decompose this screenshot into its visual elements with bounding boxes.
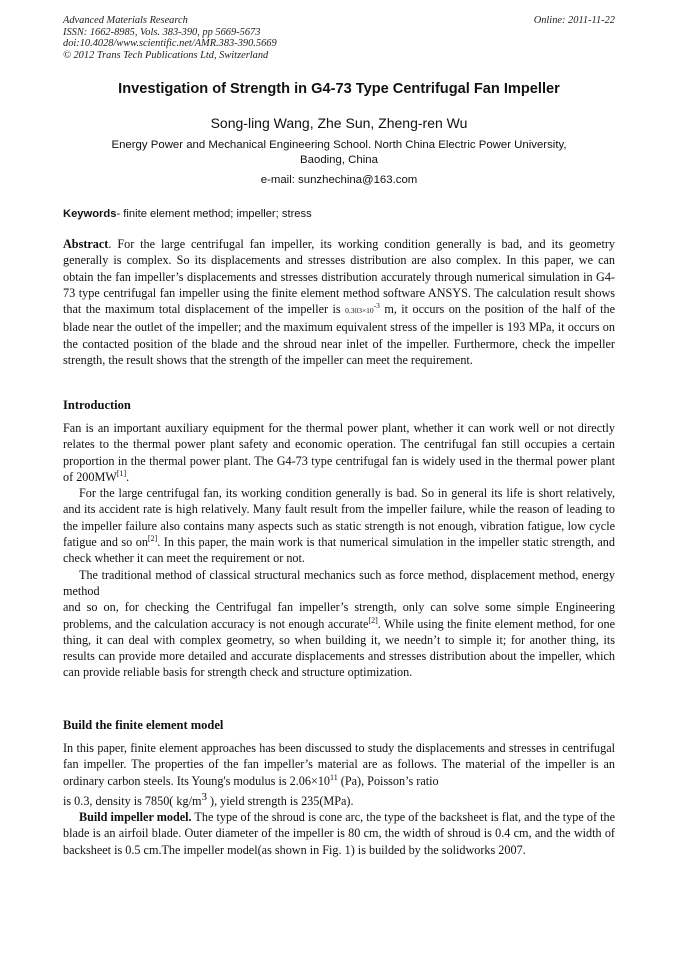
- paper-title: Investigation of Strength in G4-73 Type Centrifugal Fan Impeller: [118, 81, 560, 97]
- intro-p3b-text: and so on, for checking the Centrifugal fan impeller’s strength, only can solve some simple Engineering problems, and the calculation accuracy is not enough accurate: [63, 600, 615, 631]
- fem-p2-text: is 0.3, density is 7850( kg/m: [63, 793, 202, 808]
- intro-p3c-text: . While using the finite element method, for one thing, it can deal with complex geometry, so when building it, we needn’t to simple it; for another thing, its results can provide more detailed and accurate displacements and stresses distribution about the impeller, which can provide reliable basis for strength check and structure optimization.: [63, 616, 615, 680]
- keywords: [63, 208, 615, 220]
- fem-paragraph-1: [63, 740, 615, 789]
- abstract-text-1: . For the large centrifugal fan impeller, its working condition generally is bad, and its geometry generally is complex. So its displacements and stresses distribution are also complex. In this paper, we can obtain the fan impeller’s displacements and stresses distribution accurately through numerical simulation in G4-73 type centrifugal fan impeller using the finite element method software ANSYS. The calculation result shows that the maximum total displacement of the impeller is: [63, 237, 615, 317]
- affiliation-line-2: Baoding, China: [300, 154, 378, 166]
- intro-paragraph-3b: [63, 599, 615, 680]
- fem-p1-end: (Pa), Poisson’s ratio: [337, 773, 439, 788]
- fem-p2-end: ), yield strength is 235(MPa).: [206, 793, 354, 808]
- intro-paragraph-3a: The traditional method of classical structural mechanics such as force method, displacement method, energy method: [63, 567, 615, 598]
- abstract-value: 0.303×10: [345, 306, 374, 316]
- authors: Song-ling Wang, Zhe Sun, Zheng-ren Wu: [210, 115, 468, 131]
- abstract: [63, 236, 615, 368]
- intro-section: [63, 420, 615, 681]
- affiliation-line-1: Energy Power and Mechanical Engineering School. North China Electric Power University,: [111, 139, 567, 151]
- fem-paragraph-3: [63, 809, 615, 858]
- abstract-label: Abstract: [63, 237, 109, 251]
- fem-p1-text: In this paper, finite element approaches has been discussed to study the displacements and stresses in centrifugal fan impeller. The properties of the fan impeller’s material are as follows. The material of the impeller is an ordinary carbon steels. Its Young's modulus is 2.06×10: [63, 741, 615, 788]
- intro-paragraph-1: [63, 420, 615, 485]
- intro-paragraph-2: [63, 485, 615, 566]
- ref-2: [2]: [147, 534, 158, 544]
- intro-p1-text: Fan is an important auxiliary equipment for the thermal power plant, whether it can work well or not directly relates to the thermal power plant safety and economic operation. The centrifugal fan still occupies a certain proportion in the thermal power plant. The G4-73 type centrifugal fan is widely used in the thermal power plant of 200MW: [63, 421, 615, 484]
- keywords-label: Keywords: [63, 208, 117, 220]
- journal-header: [63, 15, 615, 61]
- intro-heading: Introduction: [63, 398, 131, 412]
- journal-name: Advanced Materials Research: [63, 15, 188, 26]
- density-exponent: 3: [201, 790, 207, 803]
- fem-p3-text: The type of the shroud is cone arc, the type of the backsheet is flat, and the type of the blade is an airfoil blade. Outer diameter of the impeller is 80 cm, the width of shroud is 0.4 cm, and the width of backsheet is 0.5 cm.The impeller model(as shown in Fig. 1) is builded by the solidworks 2007.: [63, 810, 615, 857]
- abstract-text-2: m, it occurs on the position of the half of the blade near the outlet of the impeller; and the maximum equivalent stress of the impeller is 193 MPa, it occurs on the contacted position of the blade and the shroud near inlet of the impeller. Furthermore, check the impeller strength, the result shows that the strength of the impeller can meet the requirement.: [63, 302, 615, 368]
- intro-p2-text: For the large centrifugal fan, its working condition generally is bad. So in general its life is short relatively, and its accident rate is high relatively. Many fault result from the impeller failure, while the reason of leading to the impeller failure also contains many aspects such as static strength is not enough, vibration fatigue, low cycle fatigue and so on: [63, 486, 615, 550]
- email: e-mail: sunzhechina@163.com: [260, 174, 418, 186]
- affiliation: [80, 138, 598, 168]
- issn-line: ISSN: 1662-8985, Vols. 383-390, pp 5669-5673: [63, 26, 261, 38]
- fem-section: [63, 740, 615, 858]
- doi-line: doi:10.4028/www.scientific.net/AMR.383-390.5669: [63, 38, 277, 49]
- fem-heading: Build the finite element model: [63, 718, 224, 732]
- online-date: Online: 2011-11-22: [533, 15, 615, 26]
- copyright-line: © 2012 Trans Tech Publications Ltd, Switzerland: [63, 49, 269, 61]
- keywords-text: - finite element method; impeller; stress: [116, 208, 312, 220]
- intro-p2-end: . In this paper, the main work is that numerical simulation in the impeller static strength, and check whether it can meet the requirement or not.: [63, 535, 615, 566]
- youngs-exponent: 11: [330, 772, 338, 782]
- abstract-exponent: -3: [373, 301, 380, 311]
- build-model-label: Build impeller model.: [79, 810, 192, 825]
- ref-2b: [2]: [368, 615, 378, 625]
- ref-1: [1]: [116, 468, 127, 478]
- fem-paragraph-2: [63, 790, 615, 809]
- intro-p1-end: .: [126, 469, 130, 484]
